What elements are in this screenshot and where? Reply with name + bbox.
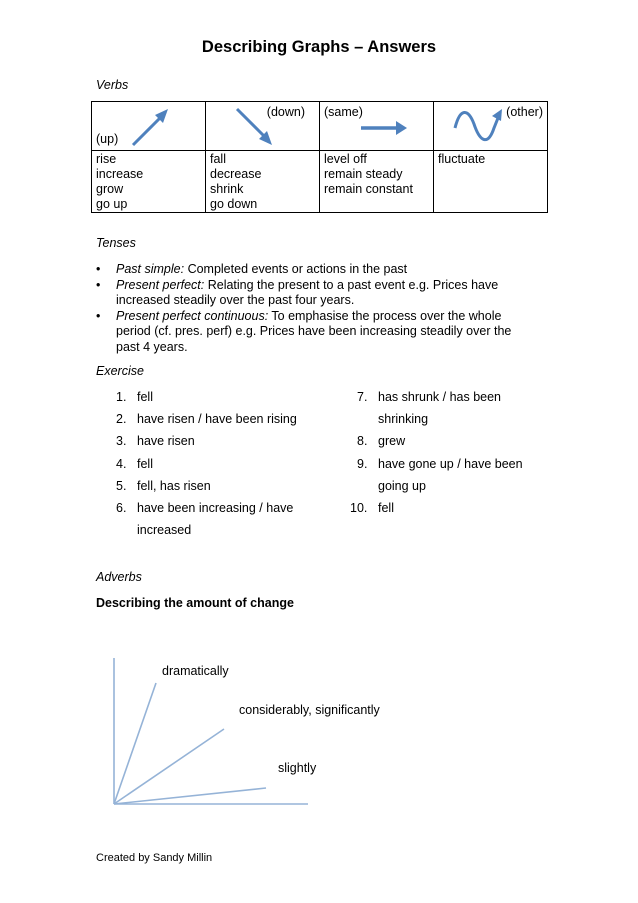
label-considerably: considerably, significantly [239,703,380,717]
wave-arrow-icon [452,106,510,148]
up-label: (up) [96,132,119,146]
exercise-number: 3. [116,434,127,449]
same-label: (same) [324,105,363,119]
tense-description: Relating the present to a past event e.g. Prices have increased steadily over the past four years. [116,277,499,307]
tenses-heading: Tenses [96,236,136,250]
adverbs-heading: Adverbs [96,570,142,584]
down-label: (down) [266,105,305,119]
page-title: Describing Graphs – Answers [201,38,437,56]
tense-description: To emphasise the process over the whole period (cf. pres. perf) e.g. Prices have been increasing steadily over the past 4 years. [116,308,512,354]
exercise-number: 7. [357,390,368,404]
exercise-answer: fell, has risen [137,478,211,493]
verbs-table [91,101,548,213]
tenses-list [94,262,534,355]
verbs-table-header-row [92,102,548,151]
exercise-answer: have been increasing / have [137,501,294,516]
verbs-head-down [206,102,320,151]
exercise-number: 2. [116,412,127,427]
tense-present-perfect-continuous [94,309,534,356]
exercise-answer: have risen / have been rising [137,412,297,427]
exercise-answer-continued: going up [378,478,426,493]
verbs-col-other [434,151,548,213]
exercise-item [339,453,569,497]
dramatic-line [114,683,156,804]
exercise-item [98,386,338,408]
verb-grow: grow [96,182,124,196]
down-arrow-icon [234,106,276,148]
verb-fall: fall [210,152,226,166]
tense-present-perfect [94,278,534,309]
exercise-answer-continued: shrinking [378,412,429,427]
exercise-heading: Exercise [96,364,144,378]
label-dramatically: dramatically [162,664,229,678]
exercise-answer: fell [137,390,153,404]
exercise-item [98,408,338,430]
exercise-item [98,475,338,497]
exercise-item [98,430,338,452]
exercise-number: 9. [357,456,368,471]
exercise-answer: grew [378,434,406,449]
exercise-answer: have risen [137,434,195,449]
tense-term: Past simple: [116,262,185,276]
verbs-head-up [92,102,206,151]
other-label: (other) [506,105,543,119]
verb-remain-steady: remain steady [324,167,403,181]
verbs-head-other [434,102,548,151]
tense-term: Present perfect continuous: [116,308,269,323]
verbs-col-up [92,151,206,213]
exercise-number: 4. [116,456,127,471]
verb-go-up: go up [96,197,128,211]
verb-rise: rise [96,152,117,166]
exercise-number: 6. [116,501,127,516]
verb-decrease: decrease [210,167,262,181]
exercise-answer: have gone up / have been [378,456,523,471]
exercise-number: 1. [116,390,127,404]
exercise-answer: fell [378,501,394,516]
exercise-item [339,497,569,519]
tense-past-simple [94,262,534,278]
verb-level-off: level off [324,152,367,166]
exercise-number: 8. [357,434,368,449]
exercise-item [98,497,338,541]
slight-line [114,788,266,804]
verb-remain-constant: remain constant [324,182,413,196]
exercise-item [339,430,569,452]
exercise-number: 5. [116,478,127,493]
verb-shrink: shrink [210,182,244,196]
label-slightly: slightly [278,761,317,775]
verb-go-down: go down [210,197,258,211]
verbs-col-same [320,151,434,213]
exercise-list-right [339,386,569,519]
exercise-item [98,453,338,475]
verb-increase: increase [96,167,144,181]
exercise-item [339,386,569,430]
right-arrow-icon [360,120,408,136]
tense-description: Completed events or actions in the past [184,262,408,276]
up-arrow-icon [130,106,172,148]
verb-fluctuate: fluctuate [438,152,486,166]
exercise-list-left [98,386,338,541]
verbs-head-same [320,102,434,151]
tense-term: Present perfect: [116,277,205,292]
exercise-answer: has shrunk / has been [378,390,501,404]
verbs-table-body-row [92,151,548,213]
exercise-number: 10. [350,501,368,516]
verbs-heading: Verbs [96,78,129,92]
exercise-answer-continued: increased [137,523,192,538]
verbs-col-down [206,151,320,213]
amount-of-change-heading: Describing the amount of change [96,596,294,610]
exercise-answer: fell [137,456,153,471]
footer-credit: Created by Sandy Millin [96,852,213,864]
considerable-line [114,729,224,804]
